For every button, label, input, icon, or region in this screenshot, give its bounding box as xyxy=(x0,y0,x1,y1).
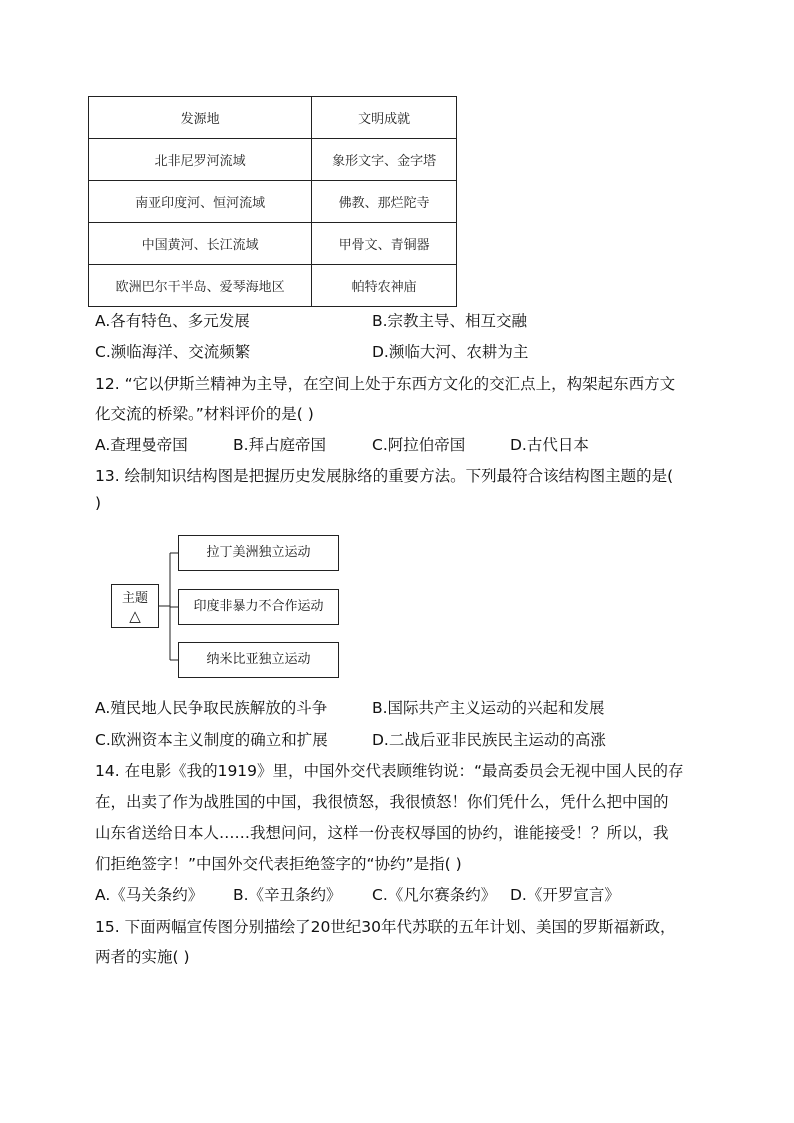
q12-option-a[interactable]: A.查理曼帝国 xyxy=(95,436,188,454)
diagram-item-box: 印度非暴力不合作运动 xyxy=(178,589,339,625)
table-header: 发源地 xyxy=(89,97,312,139)
q11-option-d[interactable]: D.濒临大河、农耕为主 xyxy=(372,343,529,361)
q12-stem-line1: 12. “它以伊斯兰精神为主导，在空间上处于东西方文化的交汇点上，构架起东西方文 xyxy=(95,375,676,393)
table-cell: 欧洲巴尔干半岛、爱琴海地区 xyxy=(89,265,312,307)
q12-option-d[interactable]: D.古代日本 xyxy=(510,436,589,454)
q12-stem-line2: 化交流的桥梁。”材料评价的是( ) xyxy=(95,405,314,423)
q11-option-a[interactable]: A.各有特色、多元发展 xyxy=(95,312,250,330)
table-cell: 象形文字、金字塔 xyxy=(312,139,457,181)
q14-stem-line1: 14. 在电影《我的1919》里，中国外交代表顾维钧说：“最高委员会无视中国人民的存 xyxy=(95,762,684,780)
q15-stem-line1: 15. 下面两幅宣传图分别描绘了20世纪30年代苏联的五年计划、美国的罗斯福新政， xyxy=(95,918,676,936)
q13-option-b[interactable]: B.国际共产主义运动的兴起和发展 xyxy=(372,699,605,717)
q12-option-c[interactable]: C.阿拉伯帝国 xyxy=(372,436,466,454)
q14-option-a[interactable]: A.《马关条约》 xyxy=(95,886,204,904)
table-cell: 南亚印度河、恒河流域 xyxy=(89,181,312,223)
table-header: 文明成就 xyxy=(312,97,457,139)
q14-stem-line3: 山东省送给日本人……我想问问，这样一份丧权辱国的协约，谁能接受！？所以，我 xyxy=(95,824,669,842)
table-cell: 帕特农神庙 xyxy=(312,265,457,307)
diagram-item-box: 纳米比亚独立运动 xyxy=(178,642,339,678)
q12-option-b[interactable]: B.拜占庭帝国 xyxy=(233,436,327,454)
q13-stem-line1: 13. 绘制知识结构图是把握历史发展脉络的重要方法。下列最符合该结构图主题的是( xyxy=(95,467,674,485)
triangle-icon: △ xyxy=(129,607,141,625)
q13-option-d[interactable]: D.二战后亚非民族民主运动的高涨 xyxy=(372,731,606,749)
diagram-item-box: 拉丁美洲独立运动 xyxy=(178,535,339,571)
q11-option-c[interactable]: C.濒临海洋、交流频繁 xyxy=(95,343,251,361)
q13-option-a[interactable]: A.殖民地人民争取民族解放的斗争 xyxy=(95,699,328,717)
q11-option-b[interactable]: B.宗教主导、相互交融 xyxy=(372,312,528,330)
q14-stem-line4: 们拒绝签字！”中国外交代表拒绝签字的“协约”是指( ) xyxy=(95,855,462,873)
table-cell: 北非尼罗河流域 xyxy=(89,139,312,181)
q14-option-c[interactable]: C.《凡尔赛条约》 xyxy=(372,886,497,904)
q14-option-b[interactable]: B.《辛丑条约》 xyxy=(233,886,342,904)
table-cell: 中国黄河、长江流域 xyxy=(89,223,312,265)
diagram-theme-box xyxy=(111,584,159,628)
q14-option-d[interactable]: D.《开罗宣言》 xyxy=(510,886,620,904)
q14-stem-line2: 在，出卖了作为战胜国的中国，我很愤怒，我很愤怒！你们凭什么，凭什么把中国的 xyxy=(95,793,669,811)
q13-option-c[interactable]: C.欧洲资本主义制度的确立和扩展 xyxy=(95,731,328,749)
table-cell: 甲骨文、青铜器 xyxy=(312,223,457,265)
table-cell: 佛教、那烂陀寺 xyxy=(312,181,457,223)
diagram-theme-label: 主题 xyxy=(121,591,148,606)
q13-stem-line2: ) xyxy=(95,494,102,512)
q15-stem-line2: 两者的实施( ) xyxy=(95,948,190,966)
